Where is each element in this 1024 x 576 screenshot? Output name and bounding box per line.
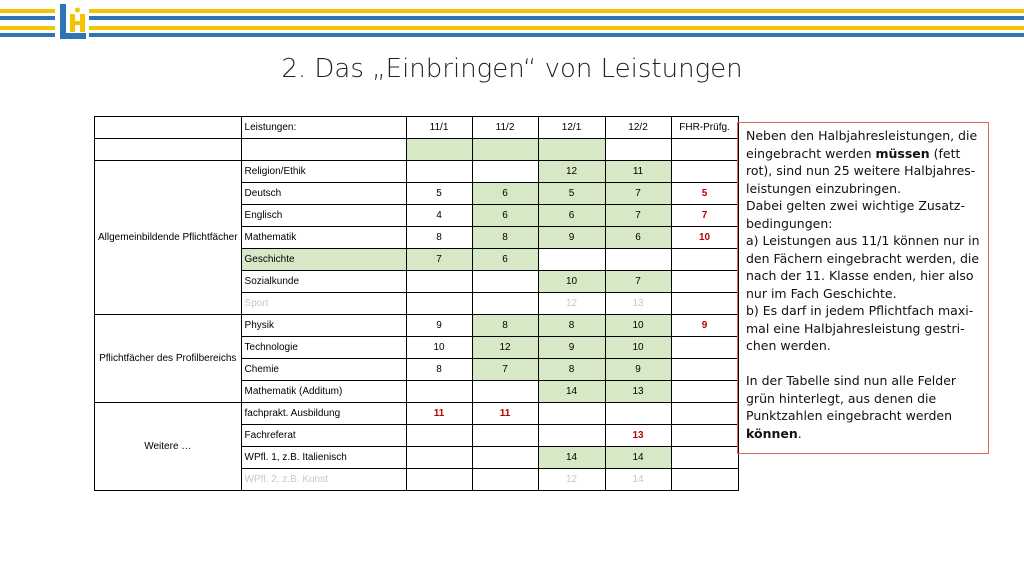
grade-cell xyxy=(406,469,472,491)
subject-label: Sozialkunde xyxy=(241,271,406,293)
note-paragraph-4: b) Es darf in jedem Pflichtfach maxi-mal eine Halbjahresleistung gestri-chen werden. xyxy=(746,303,974,353)
subject-label: Religion/Ethik xyxy=(241,161,406,183)
grade-cell: 5 xyxy=(538,183,605,205)
grade-cell: 6 xyxy=(472,183,538,205)
grade-cell xyxy=(472,271,538,293)
column-header: 12/1 xyxy=(538,117,605,139)
column-header: Leistungen: xyxy=(241,117,406,139)
grade-cell xyxy=(406,381,472,403)
grade-cell xyxy=(605,249,671,271)
grade-cell: 11 xyxy=(406,403,472,425)
grade-cell: 12 xyxy=(538,293,605,315)
group-label: Pflichtfächer des Profilbereichs xyxy=(95,315,242,403)
grade-cell: 5 xyxy=(671,183,738,205)
group-label: Allgemeinbildende Pflichtfächer xyxy=(95,161,242,315)
column-header: 11/2 xyxy=(472,117,538,139)
grade-cell: 10 xyxy=(406,337,472,359)
grade-cell: 11 xyxy=(472,403,538,425)
grade-cell: 11 xyxy=(605,161,671,183)
subject-label: WPfl. 2, z.B. Kunst xyxy=(241,469,406,491)
table-row xyxy=(95,403,739,425)
note-paragraph-1: Neben den Halbjahresleistungen, die eingebracht werden müssen (fett rot), sind nun 25 weitere Halbjahres-leistungen einzubringen. xyxy=(746,128,978,196)
grade-cell xyxy=(671,271,738,293)
grade-cell: 6 xyxy=(472,205,538,227)
header-stripe-blue-bottom xyxy=(0,33,1024,37)
page-title: 2. Das „Einbringen“ von Leistungen xyxy=(281,54,743,84)
grade-cell xyxy=(671,469,738,491)
note-spacer xyxy=(746,355,982,373)
table-cell xyxy=(538,139,605,161)
grades-table xyxy=(94,116,739,491)
grade-cell: 13 xyxy=(605,293,671,315)
table-cell xyxy=(605,139,671,161)
column-header: 11/1 xyxy=(406,117,472,139)
grade-cell xyxy=(406,161,472,183)
grade-cell: 8 xyxy=(472,227,538,249)
grade-cell xyxy=(671,161,738,183)
table-empty-row xyxy=(95,139,739,161)
table-row xyxy=(95,161,739,183)
subject-label: Deutsch xyxy=(241,183,406,205)
grade-cell xyxy=(472,447,538,469)
grade-cell: 9 xyxy=(671,315,738,337)
subject-label: Physik xyxy=(241,315,406,337)
grade-cell xyxy=(472,469,538,491)
grade-cell: 6 xyxy=(538,205,605,227)
subject-label: Mathematik (Additum) xyxy=(241,381,406,403)
group-label: Weitere … xyxy=(95,403,242,491)
grade-cell xyxy=(671,359,738,381)
grade-cell: 7 xyxy=(605,271,671,293)
grade-cell xyxy=(406,425,472,447)
subject-label: fachprakt. Ausbildung xyxy=(241,403,406,425)
grade-cell: 14 xyxy=(605,447,671,469)
grade-cell: 10 xyxy=(671,227,738,249)
subject-label: Technologie xyxy=(241,337,406,359)
note-paragraph-2: Dabei gelten zwei wichtige Zusatz-bedingungen: xyxy=(746,198,965,231)
grade-cell xyxy=(671,425,738,447)
grade-cell xyxy=(472,381,538,403)
header-stripe-yellow-top xyxy=(0,9,1024,13)
table-cell xyxy=(472,139,538,161)
grade-cell: 13 xyxy=(605,425,671,447)
column-header: 12/2 xyxy=(605,117,671,139)
table-cell xyxy=(671,139,738,161)
note-paragraph-3: a) Leistungen aus 11/1 können nur in den Fächern eingebracht werden, die nach der 11. Klasse enden, hier also nur im Fach Geschichte. xyxy=(746,233,980,301)
grade-cell: 13 xyxy=(605,381,671,403)
grade-cell: 8 xyxy=(538,315,605,337)
grade-cell xyxy=(538,403,605,425)
subject-label: Fachreferat xyxy=(241,425,406,447)
grade-cell xyxy=(406,447,472,469)
grade-cell xyxy=(538,425,605,447)
table-cell xyxy=(241,139,406,161)
grade-cell: 12 xyxy=(472,337,538,359)
grade-cell: 5 xyxy=(406,183,472,205)
header-stripe-blue-top xyxy=(0,16,1024,20)
grade-cell: 9 xyxy=(538,227,605,249)
grade-cell: 9 xyxy=(538,337,605,359)
grade-cell xyxy=(671,403,738,425)
grade-cell xyxy=(605,403,671,425)
grade-cell: 8 xyxy=(538,359,605,381)
grade-cell: 8 xyxy=(406,359,472,381)
table-cell xyxy=(406,139,472,161)
grade-cell xyxy=(472,293,538,315)
grade-cell: 6 xyxy=(472,249,538,271)
grade-cell: 9 xyxy=(605,359,671,381)
grade-cell: 4 xyxy=(406,205,472,227)
grade-cell: 7 xyxy=(472,359,538,381)
subject-label: Geschichte xyxy=(241,249,406,271)
grade-cell: 14 xyxy=(538,381,605,403)
grade-cell xyxy=(671,447,738,469)
grade-cell: 7 xyxy=(605,183,671,205)
grade-cell: 6 xyxy=(605,227,671,249)
grade-cell: 9 xyxy=(406,315,472,337)
grade-cell xyxy=(671,381,738,403)
column-header: FHR-Prüfg. xyxy=(671,117,738,139)
subject-label: Sport xyxy=(241,293,406,315)
grade-cell xyxy=(472,425,538,447)
grade-cell: 7 xyxy=(671,205,738,227)
grade-cell: 10 xyxy=(605,315,671,337)
grade-cell xyxy=(671,293,738,315)
subject-label: WPfl. 1, z.B. Italienisch xyxy=(241,447,406,469)
column-header xyxy=(95,117,242,139)
table-cell xyxy=(95,139,242,161)
explanation-note xyxy=(737,122,989,454)
grade-cell xyxy=(671,249,738,271)
grade-cell: 8 xyxy=(472,315,538,337)
grade-cell: 7 xyxy=(406,249,472,271)
grade-cell xyxy=(671,337,738,359)
subject-label: Mathematik xyxy=(241,227,406,249)
grade-cell xyxy=(406,271,472,293)
note-paragraph-5: In der Tabelle sind nun alle Felder grün hinterlegt, aus denen die Punktzahlen eingebracht werden können. xyxy=(746,373,957,441)
grade-cell xyxy=(406,293,472,315)
table-header-row xyxy=(95,117,739,139)
grade-cell: 10 xyxy=(538,271,605,293)
header-stripe-yellow-bottom xyxy=(0,26,1024,30)
school-logo-icon xyxy=(55,2,89,42)
grade-cell xyxy=(472,161,538,183)
grade-cell: 10 xyxy=(605,337,671,359)
grade-cell: 7 xyxy=(605,205,671,227)
grade-cell: 12 xyxy=(538,161,605,183)
subject-label: Chemie xyxy=(241,359,406,381)
grade-cell xyxy=(538,249,605,271)
grade-cell: 14 xyxy=(605,469,671,491)
grade-cell: 14 xyxy=(538,447,605,469)
grade-cell: 12 xyxy=(538,469,605,491)
grade-cell: 8 xyxy=(406,227,472,249)
table-row xyxy=(95,315,739,337)
subject-label: Englisch xyxy=(241,205,406,227)
